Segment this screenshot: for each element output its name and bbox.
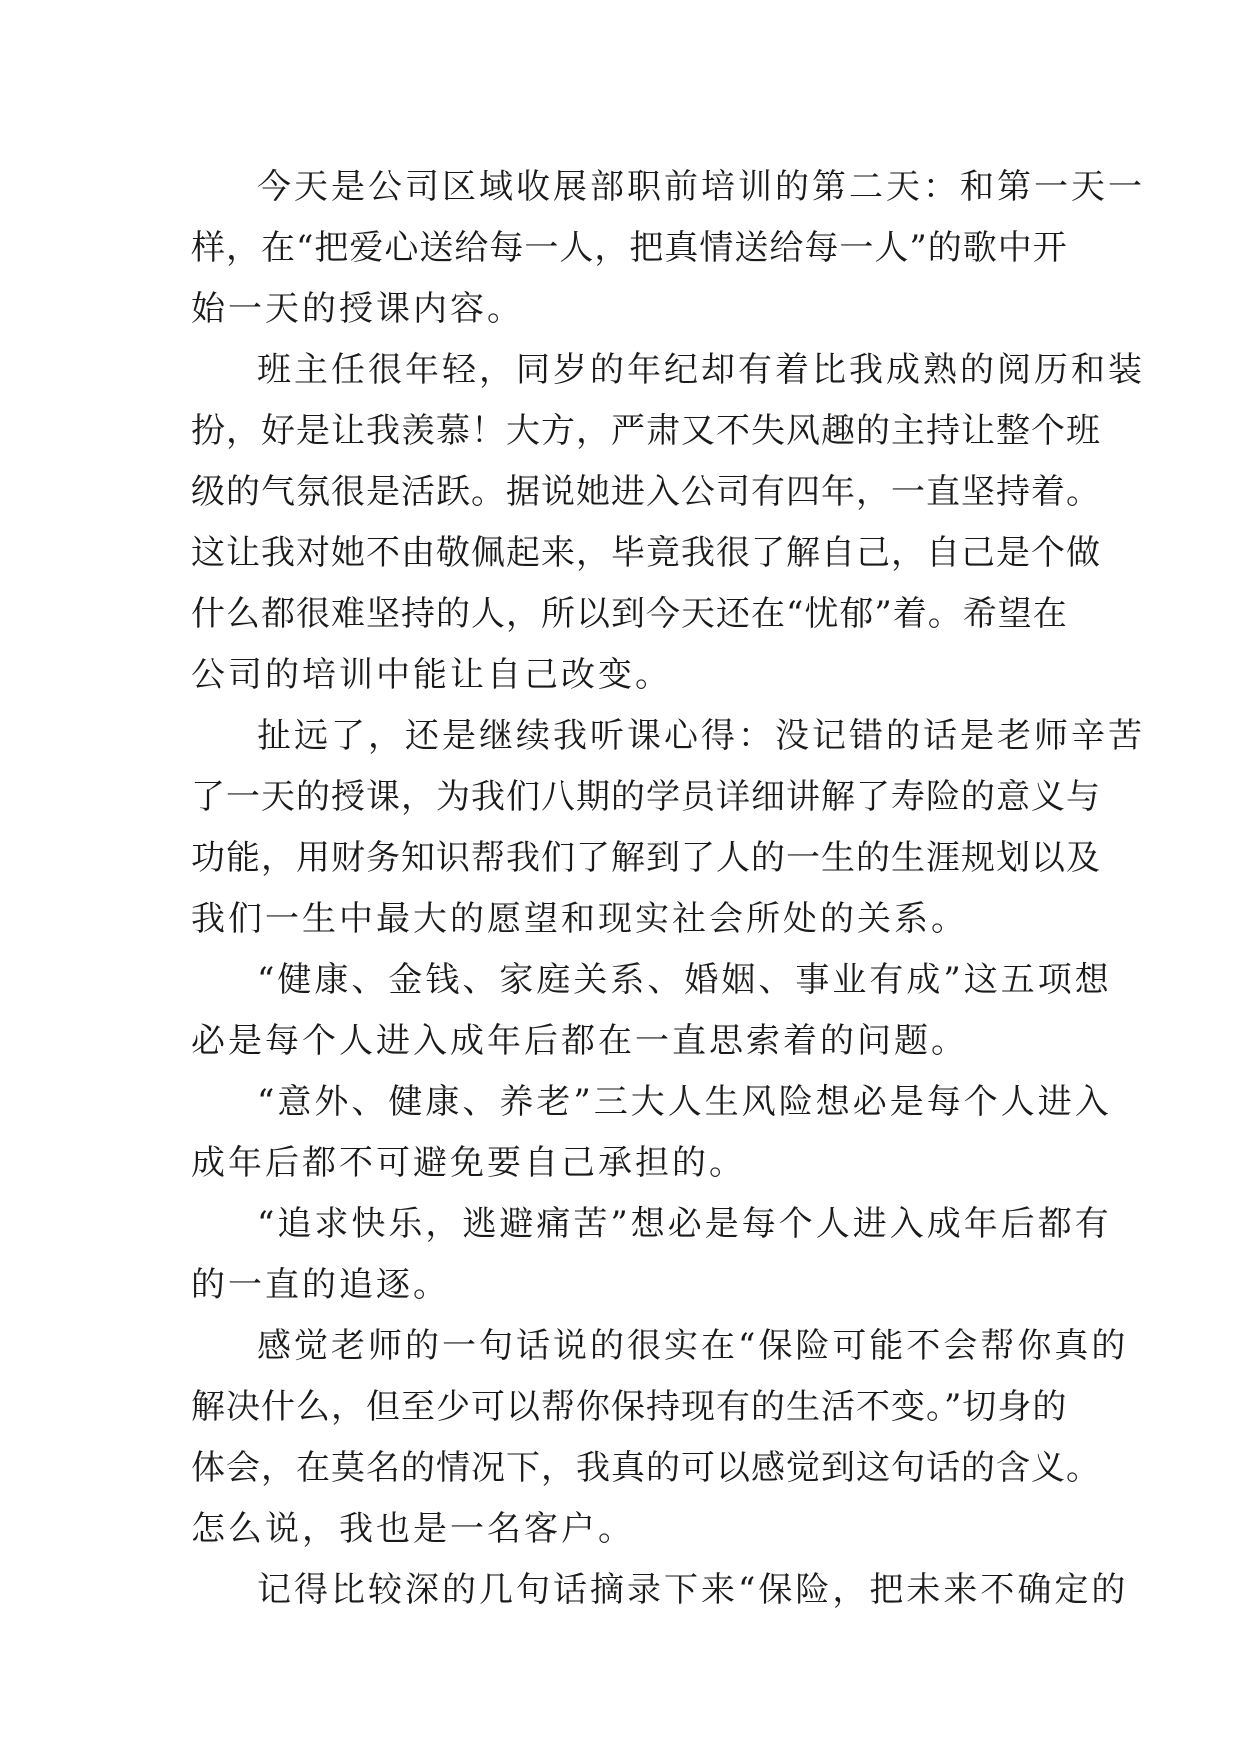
text-line: 成年后都不可避免要自己承担的。 — [191, 1143, 746, 1183]
text-line: 解决什么，但至少可以帮你保持现有的生活不变。”切身的 — [191, 1387, 1068, 1427]
text-line: 了一天的授课，为我们八期的学员详细讲解了寿险的意义与 — [191, 777, 1101, 817]
text-line: 始一天的授课内容。 — [191, 289, 524, 329]
text-line: “意外、健康、养老”三大人生风险想必是每个人进入 — [257, 1082, 1112, 1122]
text-line: 记得比较深的几句话摘录下来“保险，把未来不确定的 — [257, 1570, 1129, 1610]
text-line: 公司的培训中能让自己改变。 — [191, 655, 672, 695]
text-line: 感觉老师的一句话说的很实在“保险可能不会帮你真的 — [257, 1326, 1129, 1366]
text-line: 体会，在莫名的情况下，我真的可以感觉到这句话的含义。 — [191, 1448, 1101, 1488]
text-line: 怎么说，我也是一名客户。 — [191, 1509, 635, 1549]
text-line: 扮，好是让我羡慕！大方，严肃又不失风趣的主持让整个班 — [191, 411, 1101, 451]
text-line: 这让我对她不由敬佩起来，毕竟我很了解自己，自己是个做 — [191, 533, 1101, 573]
text-line: 的一直的追逐。 — [191, 1265, 450, 1305]
text-line: 级的气氛很是活跃。据说她进入公司有四年，一直坚持着。 — [191, 472, 1101, 512]
text-line: 必是每个人进入成年后都在一直思索着的问题。 — [191, 1021, 968, 1061]
text-line: “追求快乐，逃避痛苦”想必是每个人进入成年后都有 — [257, 1204, 1112, 1244]
text-line: 样，在“把爱心送给每一人，把真情送给每一人”的歌中开 — [191, 228, 1068, 268]
text-line: 班主任很年轻，同岁的年纪却有着比我成熟的阅历和装 — [257, 350, 1145, 390]
text-line: 功能，用财务知识帮我们了解到了人的一生的生涯规划以及 — [191, 838, 1101, 878]
text-line: 什么都很难坚持的人，所以到今天还在“忧郁”着。希望在 — [191, 594, 1068, 634]
text-line: “健康、金钱、家庭关系、婚姻、事业有成”这五项想 — [257, 960, 1112, 1000]
text-line: 扯远了，还是继续我听课心得：没记错的话是老师辛苦 — [257, 716, 1145, 756]
text-line: 我们一生中最大的愿望和现实社会所处的关系。 — [191, 899, 968, 939]
document-body — [191, 157, 1145, 1621]
text-line: 今天是公司区域收展部职前培训的第二天：和第一天一 — [257, 167, 1145, 207]
